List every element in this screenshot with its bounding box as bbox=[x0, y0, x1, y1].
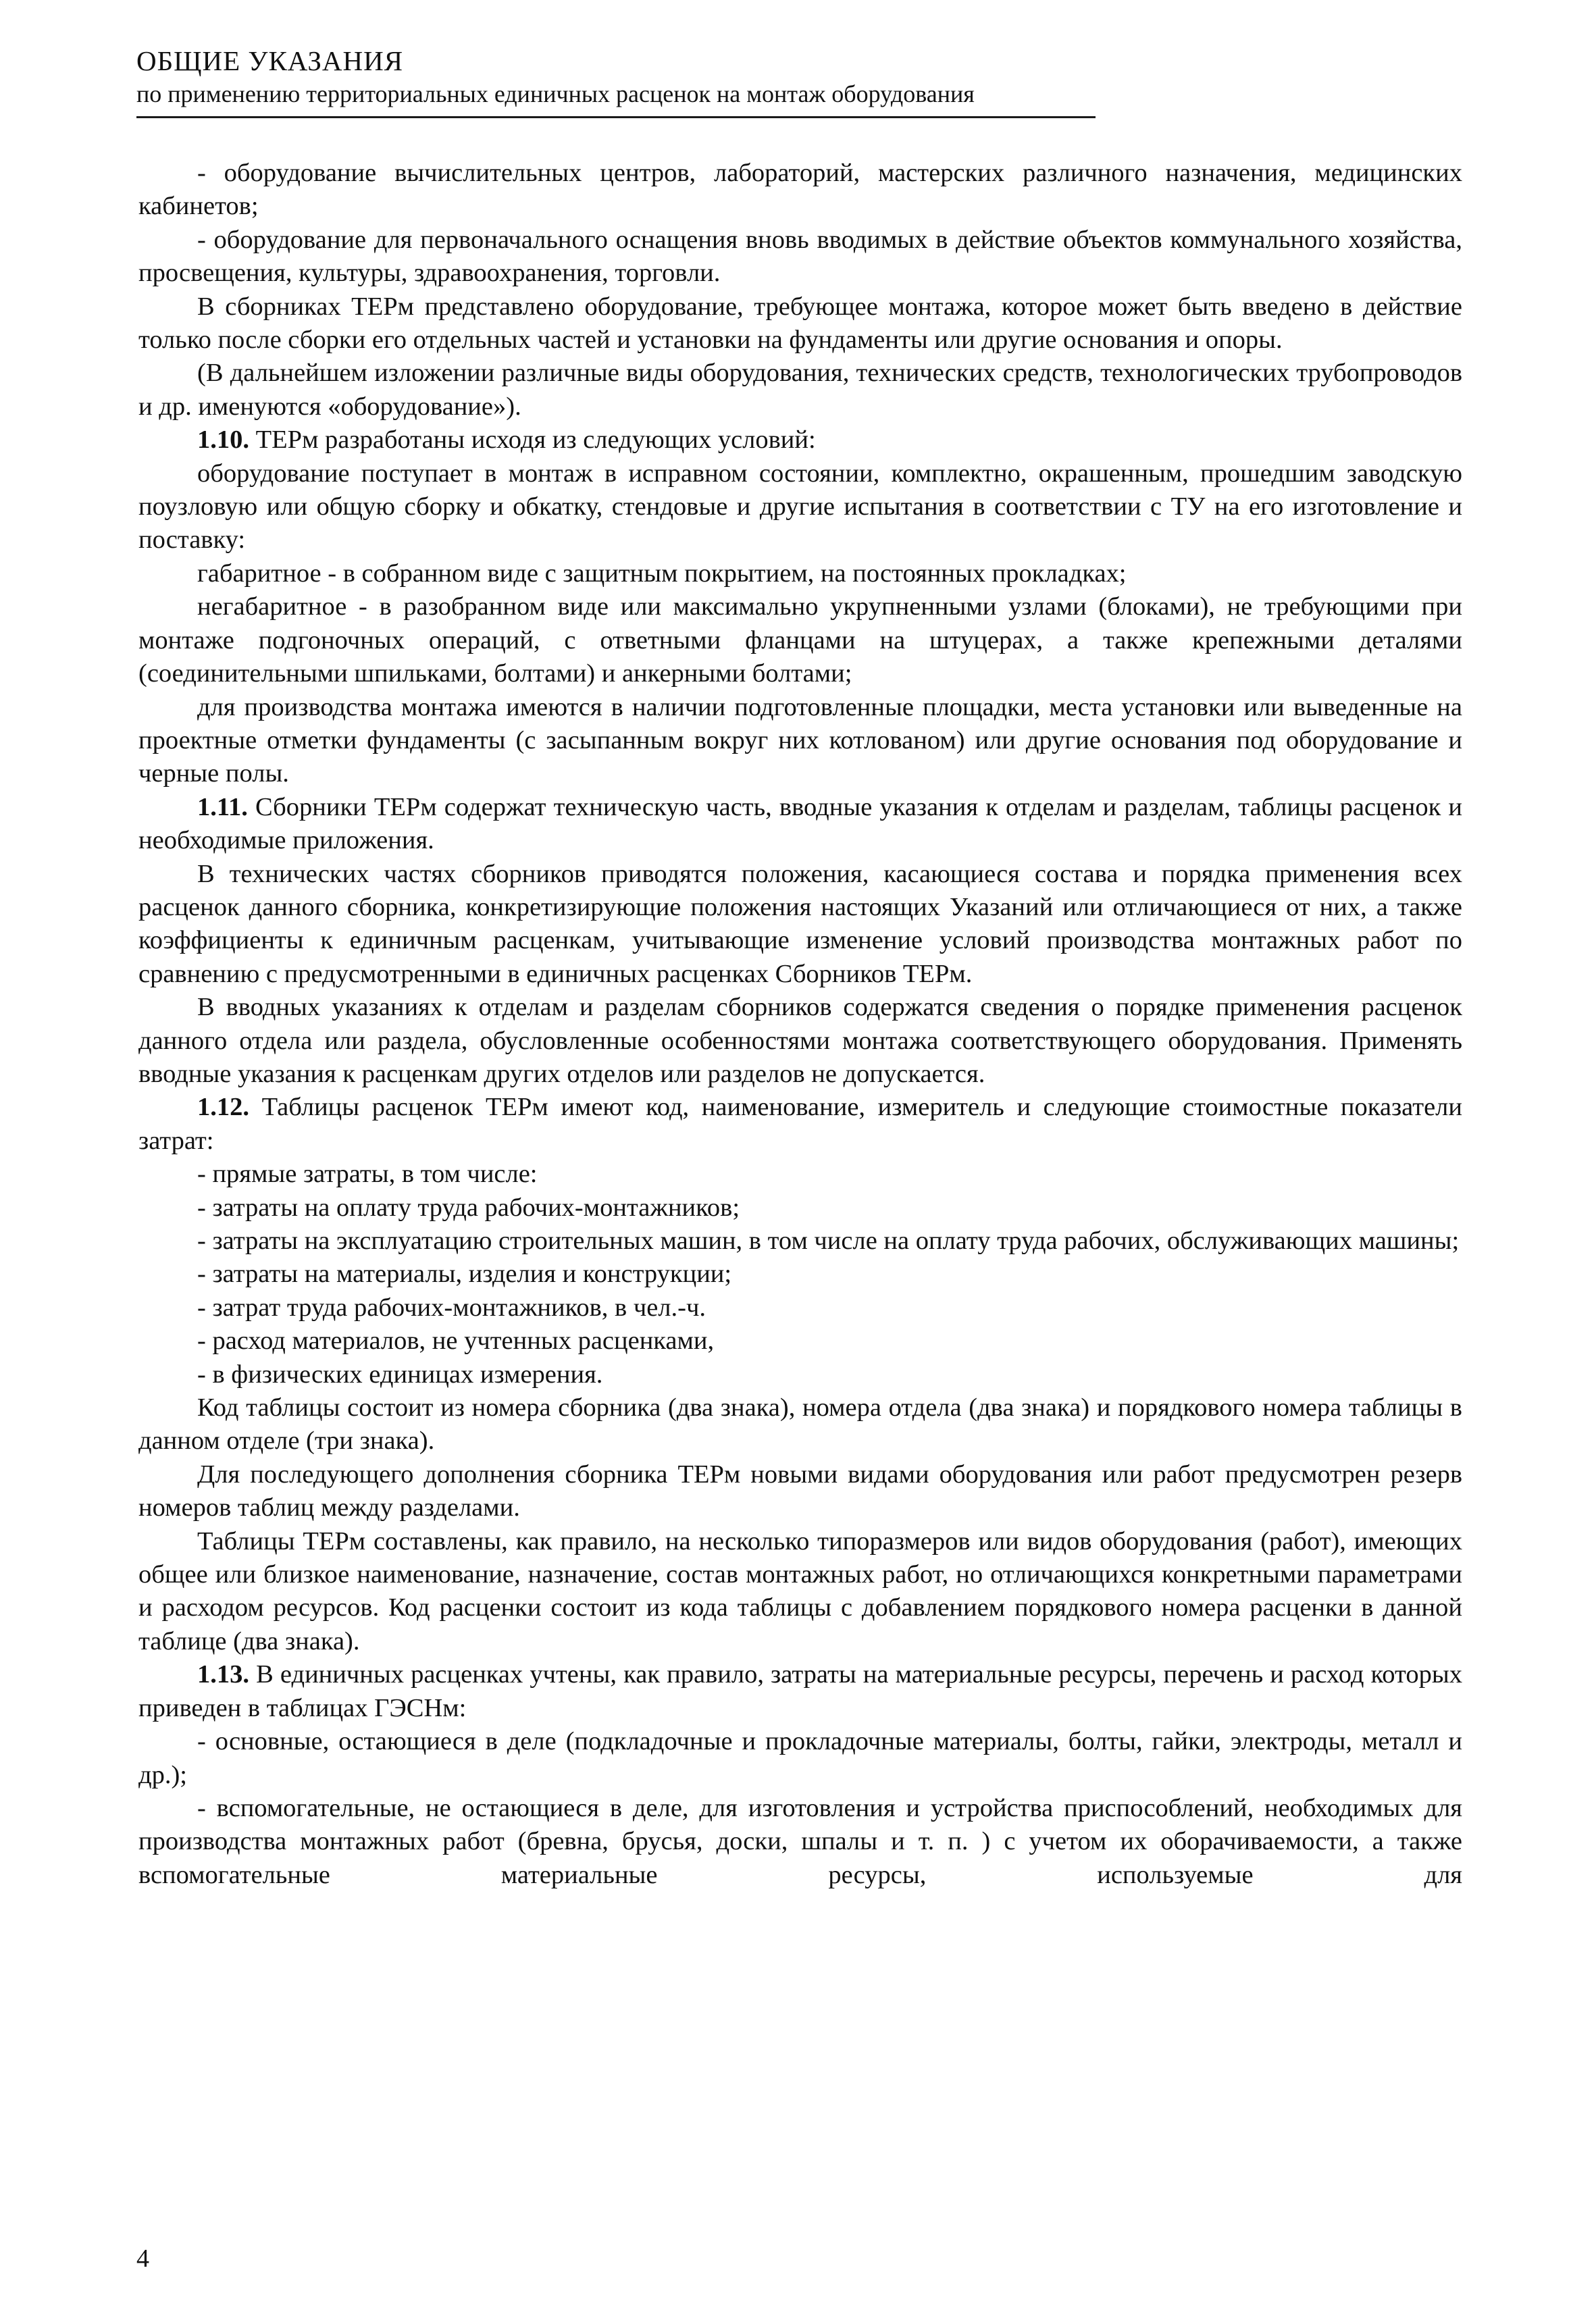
list-item: - затраты на материалы, изделия и конструкции; bbox=[197, 1260, 732, 1289]
header-subtitle: по применению территориальных единичных расценок на монтаж оборудования bbox=[136, 80, 975, 107]
list-item: - прямые затраты, в том числе: bbox=[197, 1160, 538, 1189]
paragraph: - оборудование вычислительных центров, лабораторий, мастерских различного назначения, медицинских кабинетов; bbox=[138, 159, 1462, 221]
header-divider bbox=[136, 116, 1096, 118]
list-item: - вспомогательные, не остающиеся в деле, для изготовления и устройства приспособлений, необходимых для производства монтажных работ (бревна, брусья, доски, шпалы и т. п. ) с учетом их оборачиваемости, а также вспомогательные материальные ресурсы, используемые для bbox=[138, 1793, 1462, 1889]
page-header bbox=[136, 43, 1096, 109]
section-number: 1.11. bbox=[197, 792, 248, 821]
paragraph: оборудование поступает в монтаж в исправном состоянии, комплектно, окрашенным, прошедшим заводскую поузловую или общую сборку и обкатку, стендовые и другие испытания в соответствии с ТУ на его изготовление и поставку: bbox=[138, 459, 1462, 555]
list-item: - в физических единицах измерения. bbox=[197, 1360, 603, 1389]
paragraph: Таблицы ТЕРм составлены, как правило, на несколько типоразмеров или видов оборудования (работ), имеющих общее или близкое наименование, назначение, состав монтажных работ, но отличающихся конкретными параметрами и расходом ресурсов. Код расценки состоит из кода таблицы с добавлением порядкового номера расценки в данной таблице (два знака). bbox=[138, 1526, 1462, 1655]
section-1-13: 1.13. В единичных расценках учтены, как правило, затраты на материальные ресурсы, перечень и расход которых приведен в таблицах ГЭСНм: bbox=[138, 1660, 1462, 1722]
paragraph: В сборниках ТЕРм представлено оборудование, требующее монтажа, которое может быть введено в действие только после сборки его отдельных частей и установки на фундаменты или другие основания и опоры. bbox=[138, 292, 1462, 355]
paragraph: (В дальнейшем изложении различные виды оборудования, технических средств, технологических трубопроводов и др. именуются «оборудование»). bbox=[138, 359, 1462, 421]
header-title: ОБЩИЕ УКАЗАНИЯ bbox=[136, 45, 404, 76]
section-1-10: 1.10. ТЕРм разработаны исходя из следующих условий: bbox=[197, 426, 816, 455]
paragraph: негабаритное - в разобранном виде или максимально укрупненными узлами (блоками), не требующими при монтаже подгоночных операций, с ответными фланцами на штуцерах, а также крепежными деталями (соединительными шпильками, болтами) и анкерными болтами; bbox=[138, 592, 1462, 688]
section-number: 1.13. bbox=[197, 1660, 249, 1689]
paragraph: В вводных указаниях к отделам и разделам сборников содержатся сведения о порядке применения расценок данного отдела или раздела, обусловленные особенностями монтажа соответствующего оборудования. Применять вводные указания к расценкам других отделов или разделов не допускается. bbox=[138, 993, 1462, 1088]
paragraph: габаритное - в собранном виде с защитным покрытием, на постоянных прокладках; bbox=[197, 559, 1127, 588]
paragraph: - оборудование для первоначального оснащения вновь вводимых в действие объектов коммунального хозяйства, просвещения, культуры, здравоохранения, торговли. bbox=[138, 225, 1462, 288]
section-number: 1.12. bbox=[197, 1093, 249, 1122]
paragraph: Для последующего дополнения сборника ТЕРм новыми видами оборудования или работ предусмотрен резерв номеров таблиц между разделами. bbox=[138, 1460, 1462, 1522]
list-item: - расход материалов, не учтенных расценками, bbox=[197, 1327, 715, 1356]
list-item: - затраты на эксплуатацию строительных машин, в том числе на оплату труда рабочих, обслуживающих машины; bbox=[197, 1227, 1460, 1255]
list-item: - затраты на оплату труда рабочих-монтажников; bbox=[197, 1193, 740, 1222]
document-body bbox=[138, 157, 1462, 1892]
paragraph: В технических частях сборников приводятся положения, касающиеся состава и порядка применения всех расценок данного сборника, конкретизирующие положения настоящих Указаний или отличающиеся от них, а также коэффициенты к единичным расценкам, учитывающие изменение условий производства монтажных работ по сравнению с предусмотренными в единичных расценках Сборников ТЕРм. bbox=[138, 859, 1462, 988]
section-1-12: 1.12. Таблицы расценок ТЕРм имеют код, наименование, измеритель и следующие стоимостные показатели затрат: bbox=[138, 1093, 1462, 1155]
section-1-11: 1.11. Сборники ТЕРм содержат техническую часть, вводные указания к отделам и разделам, таблицы расценок и необходимые приложения. bbox=[138, 792, 1462, 855]
list-item: - основные, остающиеся в деле (подкладочные и прокладочные материалы, болты, гайки, электроды, металл и др.); bbox=[138, 1727, 1462, 1789]
list-item: - затрат труда рабочих-монтажников, в чел.-ч. bbox=[197, 1293, 706, 1322]
paragraph: для производства монтажа имеются в наличии подготовленные площадки, места установки или выведенные на проектные отметки фундаменты (с засыпанным вокруг них котлованом) или другие основания под оборудование и черные полы. bbox=[138, 692, 1462, 788]
section-number: 1.10. bbox=[197, 426, 249, 455]
paragraph: Код таблицы состоит из номера сборника (два знака), номера отдела (два знака) и порядкового номера таблицы в данном отделе (три знака). bbox=[138, 1393, 1462, 1456]
page-number: 4 bbox=[136, 2244, 149, 2273]
